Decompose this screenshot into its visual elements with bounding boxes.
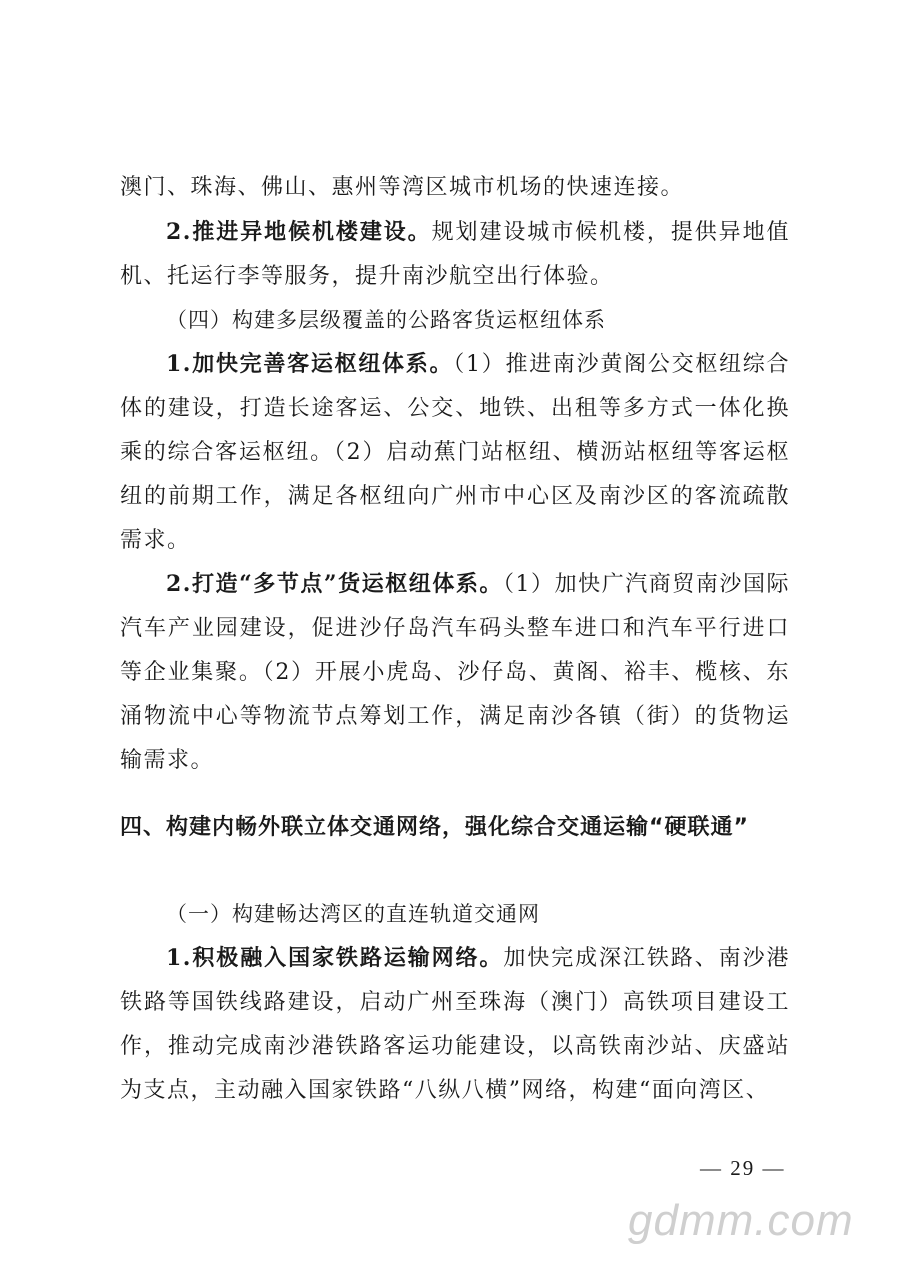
paragraph-text: 澳门、珠海、佛山、惠州等湾区城市机场的快速连接。 [120,175,685,200]
page-number: — 29 — [700,1156,786,1180]
subheading-highway-hubs: （四）构建多层级覆盖的公路客货运枢纽体系 [166,308,606,332]
paragraph-text: （1）推进南沙黄阁公交枢纽综合体的建设，打造长途客运、公交、地铁、出租等多方式一体化换乘的综合客运枢纽。（2）启动蕉门站枢纽、横沥站枢纽等客运枢纽的前期工作，满足各枢纽向广州市中心区及南沙区的客流疏散需求。 [120,352,791,553]
paragraph-freight-hubs [120,562,790,783]
paragraph-passenger-hubs [120,342,790,563]
paragraph-national-rail [120,936,790,1113]
paragraph-lead: 2.打造“多节点”货运枢纽体系。 [166,571,503,597]
paragraph-text: （1）加快广汽商贸南沙国际汽车产业园建设，促进沙仔岛汽车码头整车进口和汽车平行进口等企业集聚。（2）开展小虎岛、沙仔岛、黄阁、裕丰、榄核、东涌物流中心等物流节点筹划工作，满足南沙各镇（街）的货物运输需求。 [120,572,791,773]
paragraph-text: 规划建设城市候机楼，提供异地值机、托运行李等服务，提升南沙航空出行体验。 [120,220,790,289]
paragraph-continuation [120,166,790,210]
paragraph-remote-terminal [120,210,790,299]
watermark: gdmm.com [628,1196,854,1245]
paragraph-lead: 2.推进异地候机楼建设。 [166,219,432,245]
section-heading: 四、构建内畅外联立体交通网络，强化综合交通运输“硬联通” [120,815,749,840]
paragraph-lead: 1.加快完善客运枢纽体系。 [166,351,454,377]
subheading-rail-network: （一）构建畅达湾区的直连轨道交通网 [166,902,540,926]
paragraph-text: 加快完成深江铁路、南沙港铁路等国铁线路建设，启动广州至珠海（澳门）高铁项目建设工作，推动完成南沙港铁路客运功能建设，以高铁南沙站、庆盛站为支点，主动融入国家铁路“八纵八横”网络，构建“面向湾区、 [120,946,790,1103]
paragraph-lead: 1.积极融入国家铁路运输网络。 [166,945,504,971]
